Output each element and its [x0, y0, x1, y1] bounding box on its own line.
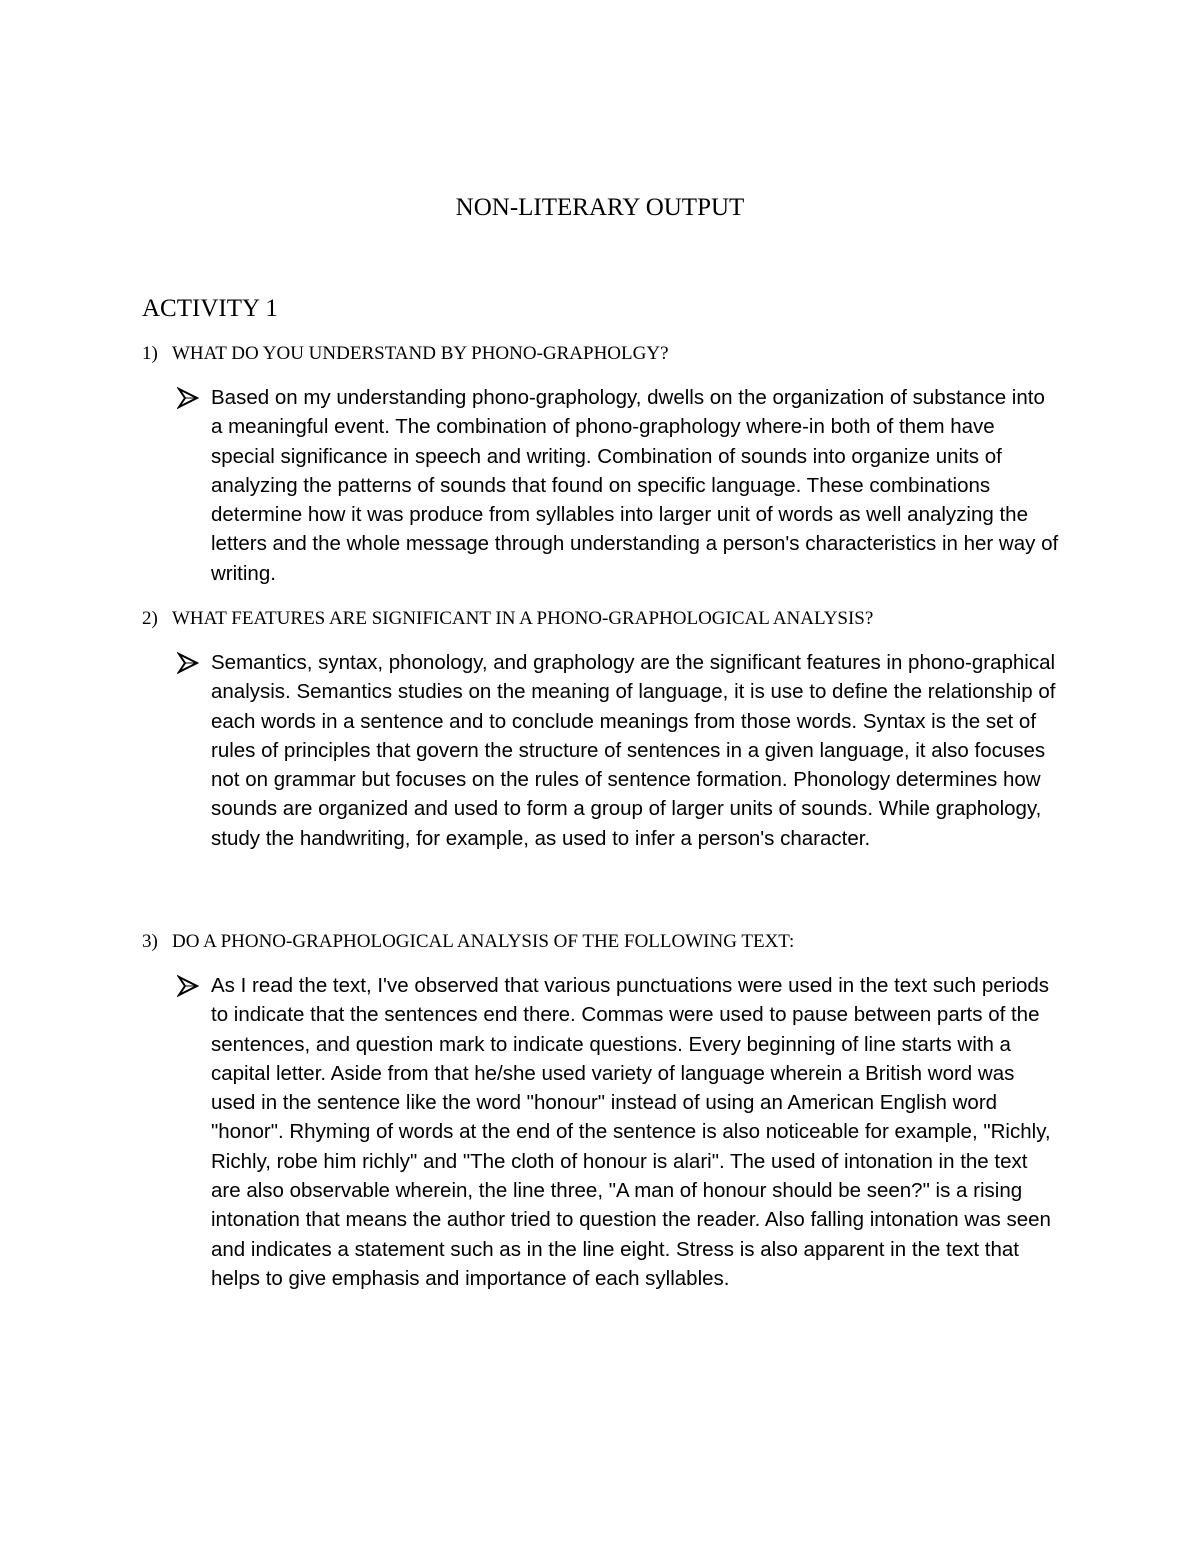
answer-1 — [177, 383, 1077, 588]
arrowhead-bullet-icon — [177, 386, 199, 410]
answer-text: As I read the text, I've observed that various punctuations were used in the text such periods to indicate that the sentences end there. Commas were used to pause between parts of the sentences, and question mark to indicate questions. Every beginning of line starts with a capital letter. Aside from that he/she used variety of language wherein a British word was used in the sentence like the word "honour" instead of using an American English word "honor". Rhyming of words at the end of the sentence is also noticeable for example, "Richly, Richly, robe him richly" and "The cloth of honour is alari". The used of intonation in the text are also observable wherein, the line three, "A man of honour should be seen?" is a rising intonation that means the author tried to question the reader. Also falling intonation was seen and indicates a statement such as in the line eight. Stress is also apparent in the text that helps to give emphasis and importance of each syllables. — [211, 974, 1051, 1290]
document-title: NON-LITERARY OUTPUT — [455, 194, 745, 221]
question-text: WHAT FEATURES ARE SIGNIFICANT IN A PHONO-GRAPHOLOGICAL ANALYSIS? — [172, 608, 874, 629]
answer-text: Semantics, syntax, phonology, and graphology are the significant features in phono-graphical analysis. Semantics studies on the meaning of language, it is use to define the relationship of each words in a sentence and to conclude meanings from those words. Syntax is the set of rules of principles that govern the structure of sentences in a given language, it also focuses not on grammar but focuses on the rules of sentence formation. Phonology determines how sounds are organized and used to form a group of larger units of sounds. While graphology, study the handwriting, for example, as used to infer a person's character. — [211, 651, 1056, 850]
arrowhead-bullet-icon — [177, 651, 199, 675]
question-2 — [142, 607, 873, 631]
question-text: DO A PHONO-GRAPHOLOGICAL ANALYSIS OF THE FOLLOWING TEXT: — [172, 931, 795, 952]
question-text: WHAT DO YOU UNDERSTAND BY PHONO-GRAPHOLGY? — [172, 343, 669, 364]
question-3 — [142, 930, 794, 954]
arrowhead-bullet-icon — [177, 974, 199, 998]
activity-heading: ACTIVITY 1 — [142, 295, 278, 322]
question-number: 3) — [142, 931, 158, 952]
answer-text: Based on my understanding phono-graphology, dwells on the organization of substance into a meaningful event. The combination of phono-graphology where-in both of them have special significance in speech and writing. Combination of sounds into organize units of analyzing the patterns of sounds that found on specific language. These combinations determine how it was produce from syllables into larger unit of words as well analyzing the letters and the whole message through understanding a person's characteristics in her way of writing. — [211, 386, 1059, 585]
question-number: 2) — [142, 608, 158, 629]
question-1 — [142, 342, 669, 366]
answer-3 — [177, 971, 1077, 1293]
question-number: 1) — [142, 343, 158, 364]
answer-2 — [177, 648, 1077, 853]
